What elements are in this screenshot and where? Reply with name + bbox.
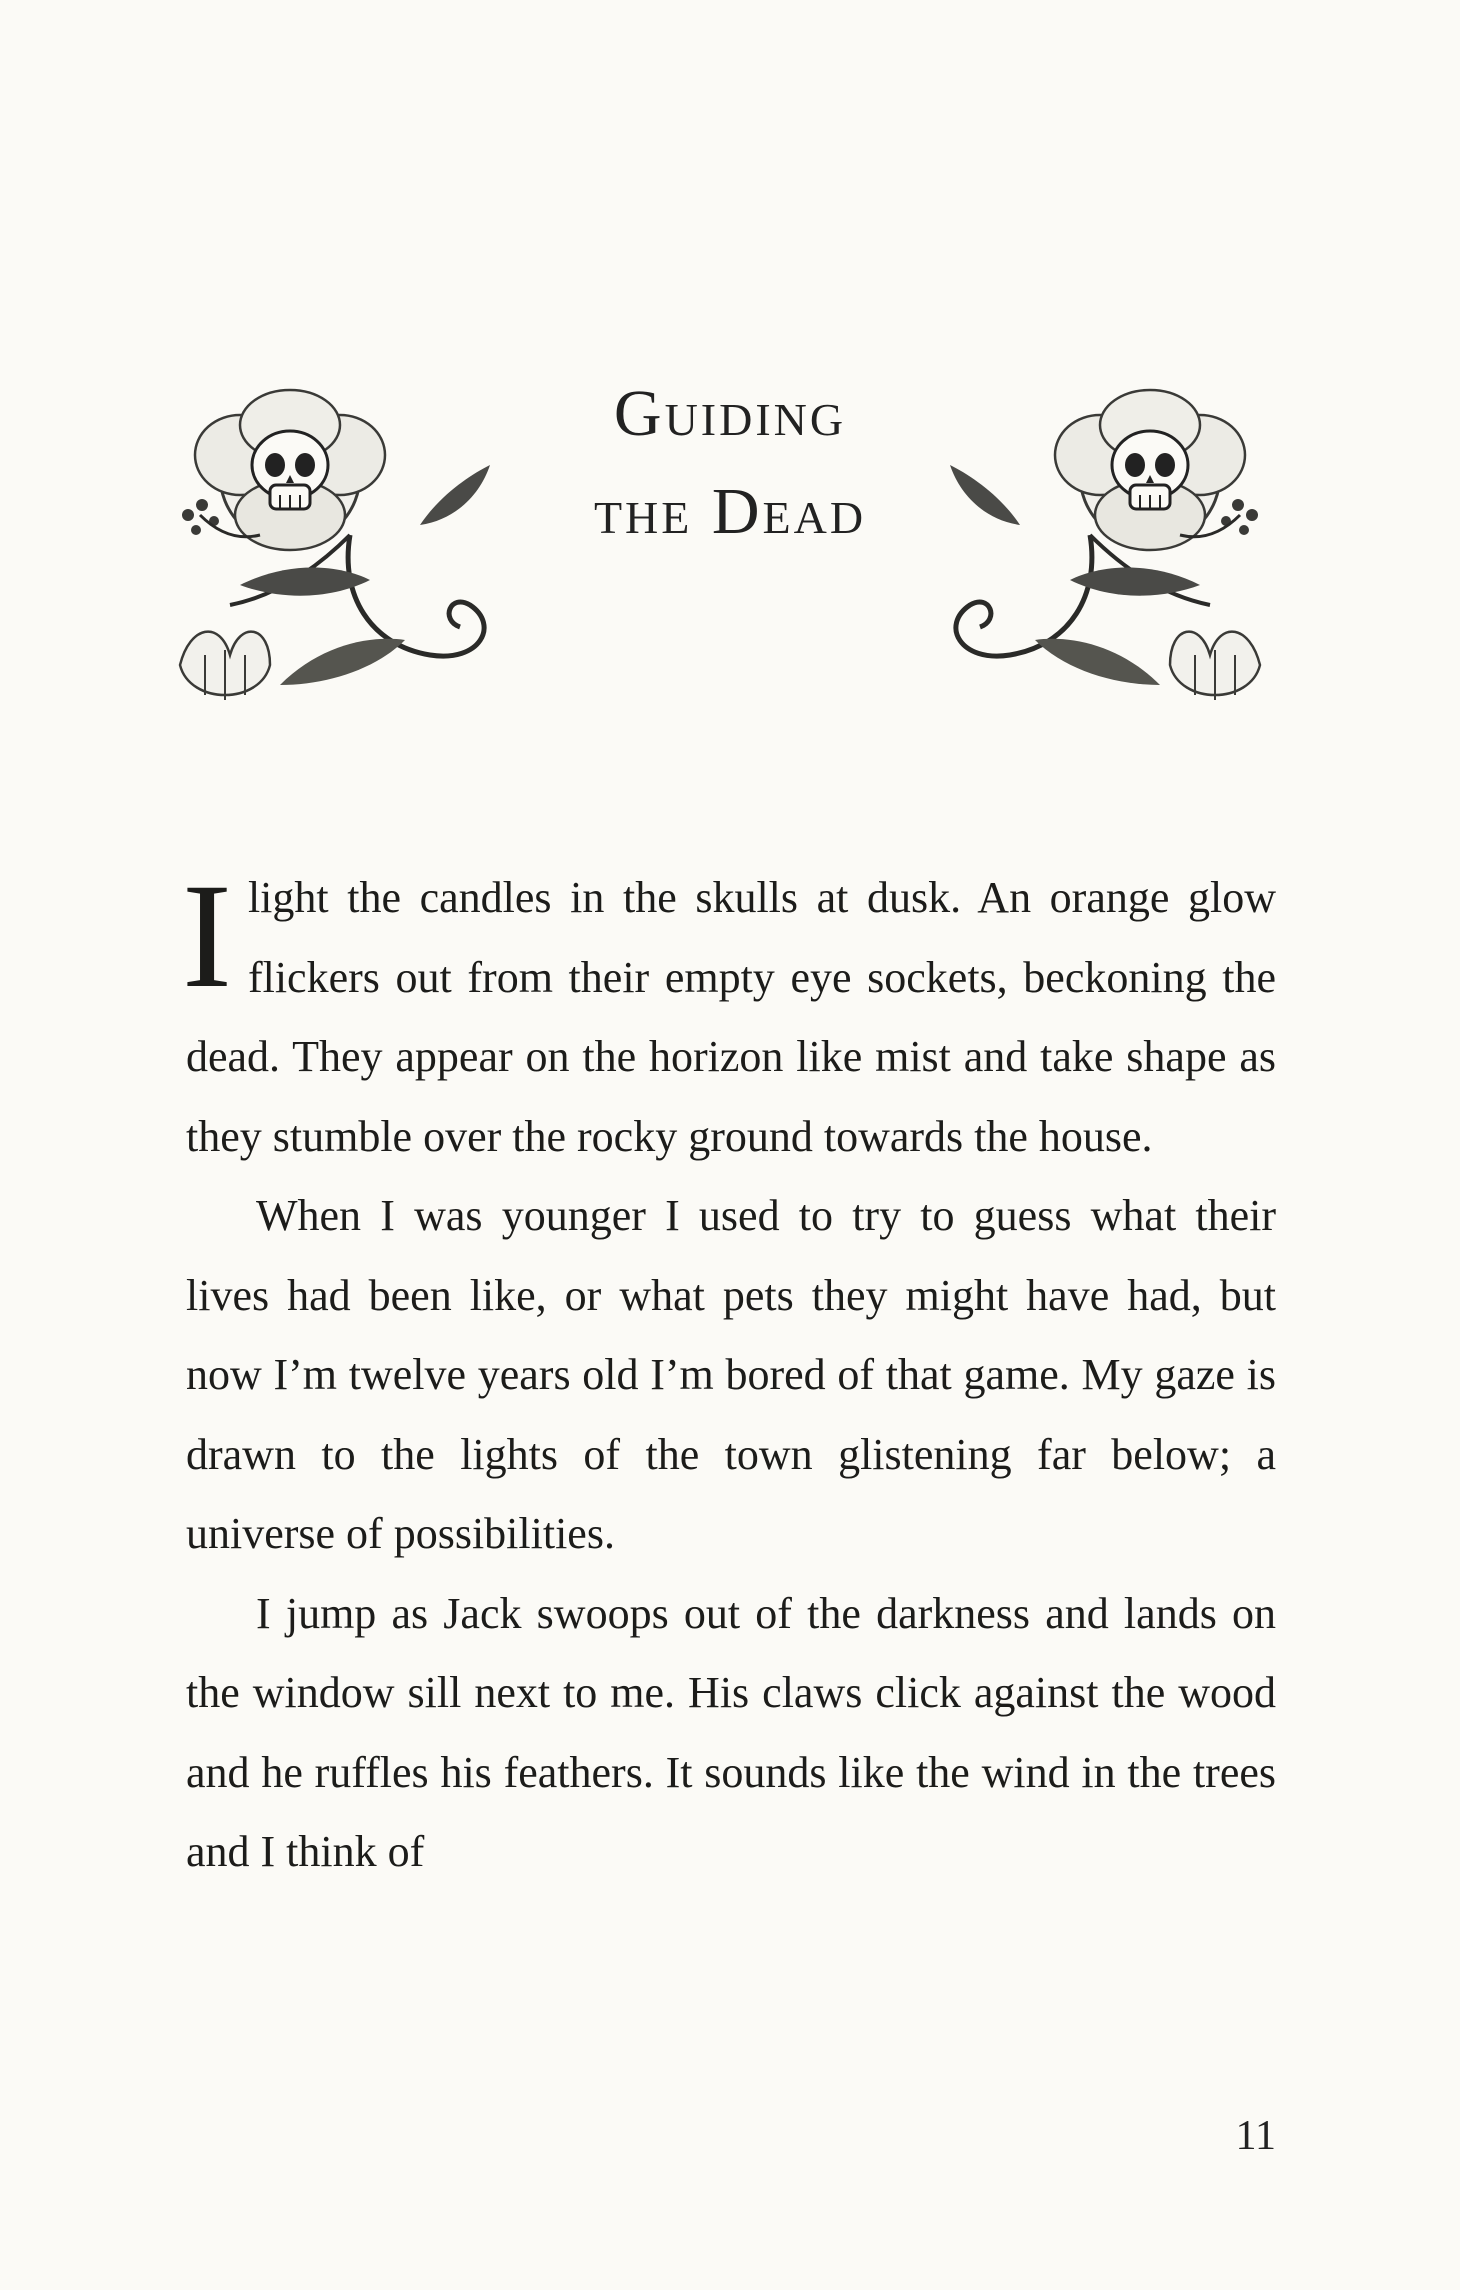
page-number: 11 [1235,2113,1276,2159]
paragraph-2: When I was younger I used to try to guess what their lives had been like, or what pets they might have had, but now I’m twelve years old I’m bored of that game. My gaze is drawn to the lights of the town glistening far below; a universe of possibilities. [186,1191,1276,1558]
paragraph-3: I jump as Jack swoops out of the darkness and lands on the window sill next to me. His claws click against the wood and he ruffles his feathers. It sounds like the wind in the trees and I think of [186,1588,1276,1876]
paragraph-1-text: light the candles in the skulls at dusk. An orange glow flickers out from their empty eye sockets, beckoning the dead. They appear on the horizon like mist and take shape as they stumble over the rocky ground towards the house. [186,873,1276,1161]
chapter-title [460,365,1000,561]
chapter-title-line-2: the Dead [593,475,867,548]
drop-cap: I [182,853,232,1019]
chapter-title-line-1: Guiding [613,377,847,450]
paragraph-1 [182,853,1276,1176]
chapter-body [182,853,1276,1892]
